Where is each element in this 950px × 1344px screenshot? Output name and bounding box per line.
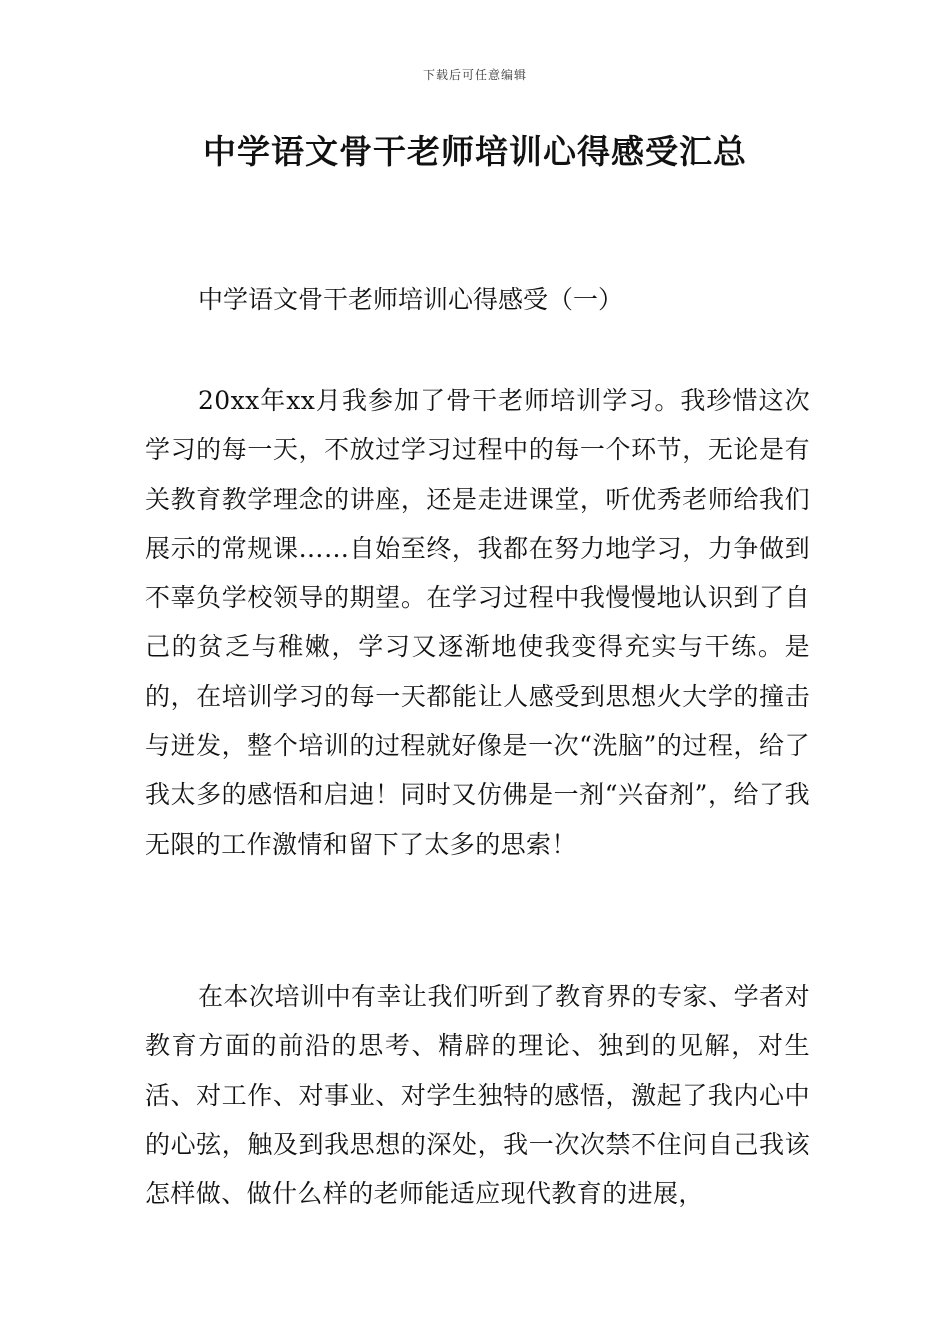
body-paragraph-2: 在本次培训中有幸让我们听到了教育界的专家、学者对教育方面的前沿的思考、精辟的理论、独到的见解，对生活、对工作、对事业、对学生独特的感悟，激起了我内心中的心弦，触及到我思想的深处，我一次次禁不住问自己我该怎样做、做什么样的老师能适应现代教育的进展，	[145, 982, 810, 1209]
document-title: 中学语文骨干老师培训心得感受汇总	[203, 132, 747, 171]
body-paragraph-1: 20xx年xx月我参加了骨干老师培训学习。我珍惜这次学习的每一天，不放过学习过程中的每一个环节，无论是有关教育教学理念的讲座，还是走进课堂，听优秀老师给我们展示的常规课……自始至终，我都在努力地学习，力争做到不辜负学校领导的期望。在学习过程中我慢慢地认识到了自己的贫乏与稚嫩，学习又逐渐地使我变得充实与干练。是的，在培训学习的每一天都能让人感受到思想火大学的撞击与迸发，整个培训的过程就好像是一次“洗脑”的过程，给了我太多的感悟和启迪！同时又仿佛是一剂“兴奋剂”，给了我无限的工作激情和留下了太多的思索！	[145, 386, 810, 859]
section-heading: 中学语文骨干老师培训心得感受（一）	[198, 285, 624, 314]
header-note: 下载后可任意编辑	[422, 68, 527, 82]
